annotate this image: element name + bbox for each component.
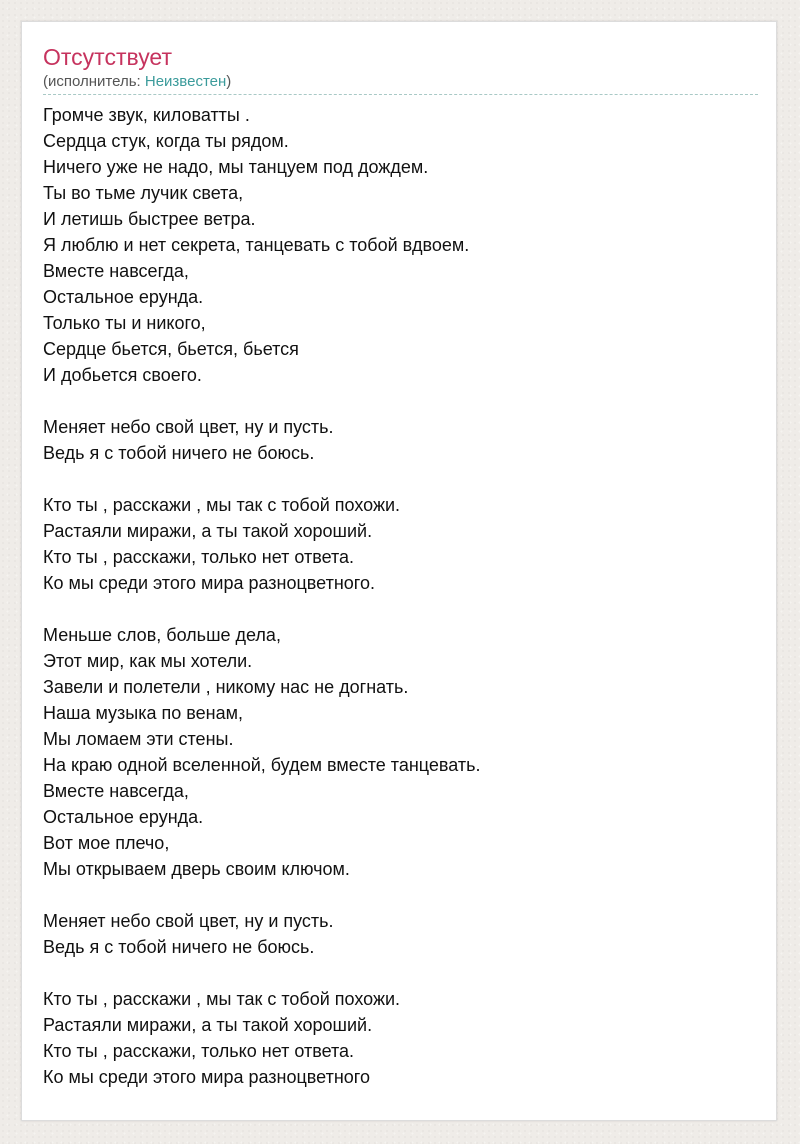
lyric-line: Кто ты , расскажи, только нет ответа. <box>43 1041 355 1061</box>
performer-line <box>43 72 231 92</box>
lyric-line: Сердца стук, когда ты рядом. <box>43 131 289 151</box>
performer-link[interactable]: Неизвестен <box>144 73 227 90</box>
lyric-line: Кто ты , расскажи , мы так с тобой похожи. <box>43 989 401 1009</box>
lyric-line: Вместе навсегда, <box>43 261 189 281</box>
lyric-line: Меньше слов, больше дела, <box>43 625 281 645</box>
lyric-line: Мы ломаем эти стены. <box>43 729 234 749</box>
blank-line <box>43 388 758 414</box>
lyric-line: Растаяли миражи, а ты такой хороший. <box>43 521 373 541</box>
lyric-line: Растаяли миражи, а ты такой хороший. <box>43 1015 373 1035</box>
lyric-line: Ведь я с тобой ничего не боюсь. <box>43 937 315 957</box>
lyric-line: Мы открываем дверь своим ключом. <box>43 859 350 879</box>
lyric-line: Остальное ерунда. <box>43 287 204 307</box>
lyric-line: Ко мы среди этого мира разноцветного. <box>43 573 375 593</box>
blank-line <box>43 466 758 492</box>
lyric-line: Вот мое плечо, <box>43 833 170 853</box>
lyric-line: Этот мир, как мы хотели. <box>43 651 253 671</box>
blank-line <box>43 882 758 908</box>
lyric-line: Ведь я с тобой ничего не боюсь. <box>43 443 315 463</box>
song-title: Отсутствует <box>43 44 172 70</box>
performer-suffix: ) <box>226 73 232 90</box>
lyric-line: Завели и полетели , никому нас не догнать. <box>43 677 409 697</box>
lyric-line: Только ты и никого, <box>43 313 206 333</box>
song-header <box>43 42 758 95</box>
lyric-line: И летишь быстрее ветра. <box>43 209 256 229</box>
lyric-line: Меняет небо свой цвет, ну и пусть. <box>43 911 334 931</box>
lyric-line: Ко мы среди этого мира разноцветного <box>43 1067 370 1087</box>
lyric-line: Громче звук, киловатты . <box>43 105 250 125</box>
lyric-line: Меняет небо свой цвет, ну и пусть. <box>43 417 334 437</box>
lyric-line: Сердце бьется, бьется, бьется <box>43 339 299 359</box>
lyric-line: Кто ты , расскажи , мы так с тобой похожи. <box>43 495 401 515</box>
lyric-line: Наша музыка по венам, <box>43 703 243 723</box>
lyric-line: Остальное ерунда. <box>43 807 204 827</box>
lyric-line: Вместе навсегда, <box>43 781 189 801</box>
lyric-line: И добьется своего. <box>43 365 202 385</box>
lyrics-text <box>43 102 758 1090</box>
lyrics-card <box>21 21 777 1121</box>
blank-line <box>43 960 758 986</box>
lyric-line: На краю одной вселенной, будем вместе танцевать. <box>43 755 481 775</box>
lyric-line: Я люблю и нет секрета, танцевать с тобой вдвоем. <box>43 235 470 255</box>
performer-prefix: (исполнитель: <box>43 73 145 90</box>
lyric-line: Кто ты , расскажи, только нет ответа. <box>43 547 355 567</box>
lyric-line: Ты во тьме лучик света, <box>43 183 244 203</box>
lyric-line: Ничего уже не надо, мы танцуем под дождем. <box>43 157 429 177</box>
blank-line <box>43 596 758 622</box>
